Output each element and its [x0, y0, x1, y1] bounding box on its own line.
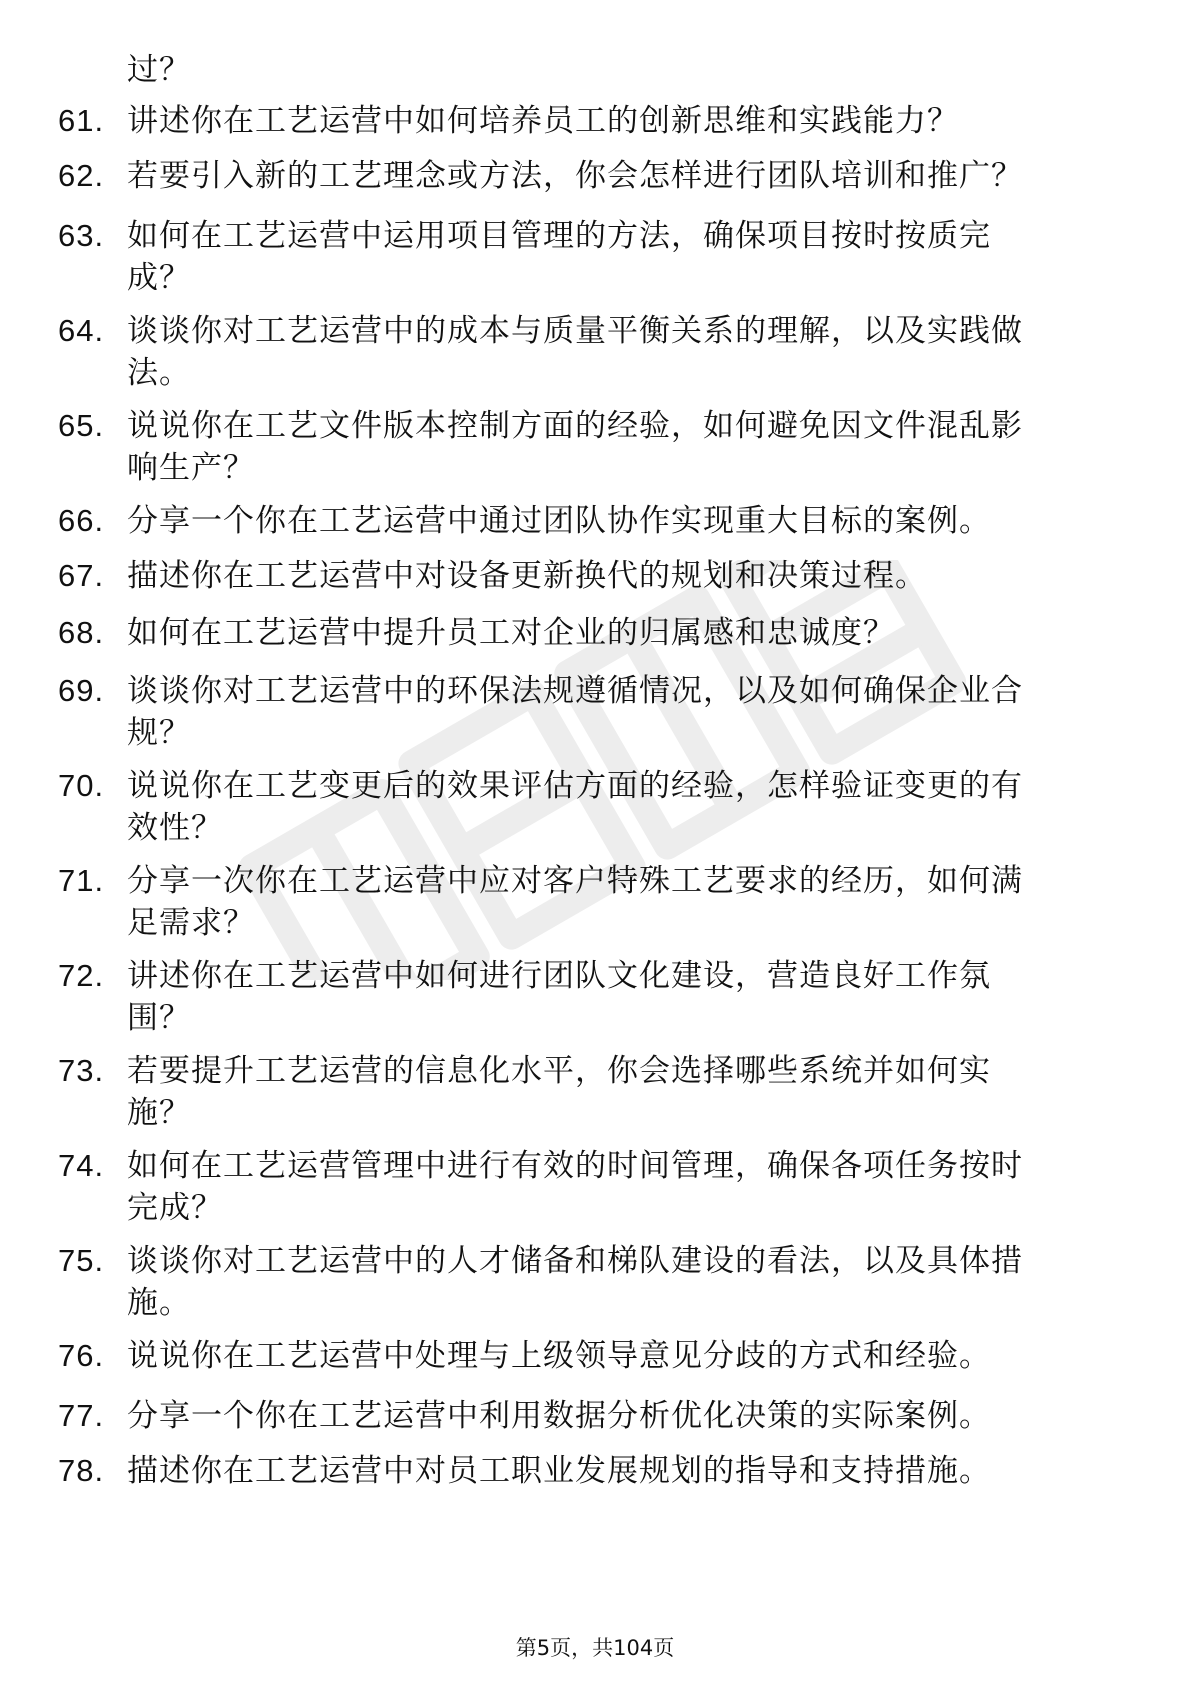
question-text-line: 说说你在工艺文件版本控制方面的经验，如何避免因文件混乱影 [127, 408, 1023, 444]
question-text-line: 分享一个你在工艺运营中通过团队协作实现重大目标的案例。 [127, 503, 991, 539]
question-number: 68. [58, 615, 105, 650]
question-text-line: 谈谈你对工艺运营中的环保法规遵循情况，以及如何确保企业合 [127, 673, 1023, 709]
question-text-line: 成？ [127, 260, 191, 296]
question-number: 65. [58, 408, 105, 443]
question-text [127, 612, 1127, 654]
question-text [127, 765, 1127, 849]
question-text-line: 讲述你在工艺运营中如何培养员工的创新思维和实践能力？ [127, 103, 959, 139]
question-number: 69. [58, 673, 105, 708]
question-number: 66. [58, 503, 105, 538]
question-number: 61. [58, 103, 105, 138]
question-text-line: 若要引入新的工艺理念或方法，你会怎样进行团队培训和推广？ [127, 158, 1023, 194]
question-text [127, 1335, 1127, 1377]
question-number: 77. [58, 1398, 105, 1433]
question-text [127, 500, 1127, 542]
question-text-line: 描述你在工艺运营中对员工职业发展规划的指导和支持措施。 [127, 1453, 991, 1489]
question-number: 73. [58, 1053, 105, 1088]
question-text [127, 155, 1127, 197]
question-number: 62. [58, 158, 105, 193]
question-text [127, 1145, 1127, 1229]
question-text-line: 施。 [127, 1285, 191, 1321]
question-text [127, 555, 1127, 597]
question-text-line: 如何在工艺运营管理中进行有效的时间管理，确保各项任务按时 [127, 1148, 1023, 1184]
question-text-line: 若要提升工艺运营的信息化水平，你会选择哪些系统并如何实 [127, 1053, 991, 1089]
question-text [127, 405, 1127, 489]
question-number: 75. [58, 1243, 105, 1278]
question-text [127, 310, 1127, 394]
question-text [127, 955, 1127, 1039]
question-number: 76. [58, 1338, 105, 1373]
question-text [127, 1240, 1127, 1324]
question-text-line: 描述你在工艺运营中对设备更新换代的规划和决策过程。 [127, 558, 927, 594]
question-text-line: 规？ [127, 715, 191, 751]
question-text [127, 860, 1127, 944]
question-text-line: 围？ [127, 1000, 191, 1036]
question-text-line: 足需求？ [127, 905, 255, 941]
question-text [127, 1450, 1127, 1492]
question-text-line: 如何在工艺运营中提升员工对企业的归属感和忠诚度？ [127, 615, 895, 651]
question-text [127, 100, 1127, 142]
question-number: 78. [58, 1453, 105, 1488]
question-text-line: 分享一个你在工艺运营中利用数据分析优化决策的实际案例。 [127, 1398, 991, 1434]
question-text-line: 效性？ [127, 810, 223, 846]
question-text-line: 如何在工艺运营中运用项目管理的方法，确保项目按时按质完 [127, 218, 991, 254]
question-text [127, 215, 1127, 299]
question-text-line: 施？ [127, 1095, 191, 1131]
question-text-line: 谈谈你对工艺运营中的人才储备和梯队建设的看法，以及具体措 [127, 1243, 1023, 1279]
question-text-line: 谈谈你对工艺运营中的成本与质量平衡关系的理解，以及实践做 [127, 313, 1023, 349]
question-number: 64. [58, 313, 105, 348]
question-number: 63. [58, 218, 105, 253]
question-text [127, 1050, 1127, 1134]
question-text [127, 670, 1127, 754]
question-text-line: 分享一次你在工艺运营中应对客户特殊工艺要求的经历，如何满 [127, 863, 1023, 899]
question-text-line: 响生产？ [127, 450, 255, 486]
question-text [127, 1395, 1127, 1437]
question-number: 70. [58, 768, 105, 803]
question-text-line: 完成？ [127, 1190, 223, 1226]
question-number: 72. [58, 958, 105, 993]
question-text-line: 讲述你在工艺运营中如何进行团队文化建设，营造良好工作氛 [127, 958, 991, 994]
question-text-line: 说说你在工艺运营中处理与上级领导意见分歧的方式和经验。 [127, 1338, 991, 1374]
question-text-line: 说说你在工艺变更后的效果评估方面的经验，怎样验证变更的有 [127, 768, 1023, 804]
question-number: 67. [58, 558, 105, 593]
question-text-line: 法。 [127, 355, 191, 391]
page-footer: 第5页，共104页 [515, 1636, 675, 1660]
question-number: 74. [58, 1148, 105, 1183]
continuation-text: 过？ [127, 52, 191, 88]
question-number: 71. [58, 863, 105, 898]
